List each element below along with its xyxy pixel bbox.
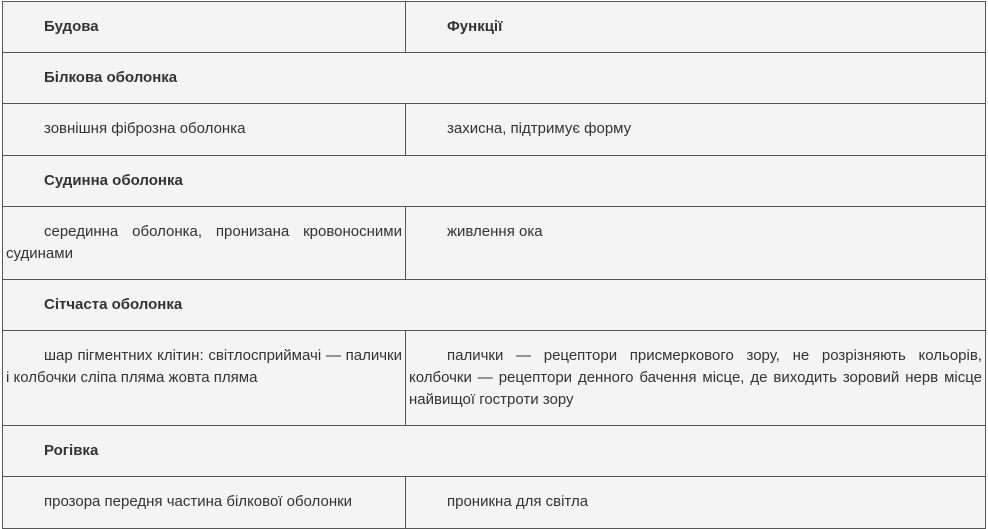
section-title: Сітчаста оболонка — [3, 280, 986, 331]
table-row — [3, 331, 986, 426]
header-structure: Будова — [3, 2, 406, 53]
structure-cell: прозора передня частина білкової оболонки — [3, 477, 406, 529]
section-row — [3, 426, 986, 477]
table-header-row — [3, 2, 986, 53]
function-cell: захисна, підтримує форму — [406, 104, 986, 156]
function-cell: проникна для світла — [406, 477, 986, 529]
section-row — [3, 53, 986, 104]
section-row — [3, 156, 986, 207]
anatomy-table — [2, 1, 986, 529]
section-row — [3, 280, 986, 331]
function-cell: палички — рецептори присмеркового зору, не розрізняють кольорів, колбочки — рецептори денного бачення місце, де виходить зоровий нерв місце найвищої гостроти зору — [406, 331, 986, 426]
table-row — [3, 104, 986, 156]
function-cell: живлення ока — [406, 207, 986, 280]
section-title: Рогівка — [3, 426, 986, 477]
structure-cell: серединна оболонка, пронизана кровоносними судинами — [3, 207, 406, 280]
section-title: Судинна оболонка — [3, 156, 986, 207]
section-title: Білкова оболонка — [3, 53, 986, 104]
table-row — [3, 207, 986, 280]
structure-cell: зовнішня фіброзна оболонка — [3, 104, 406, 156]
header-functions: Функції — [406, 2, 986, 53]
table-row — [3, 477, 986, 529]
structure-cell: шар пігментних клітин: світлосприймачі — палички і колбочки сліпа пляма жовта пляма — [3, 331, 406, 426]
